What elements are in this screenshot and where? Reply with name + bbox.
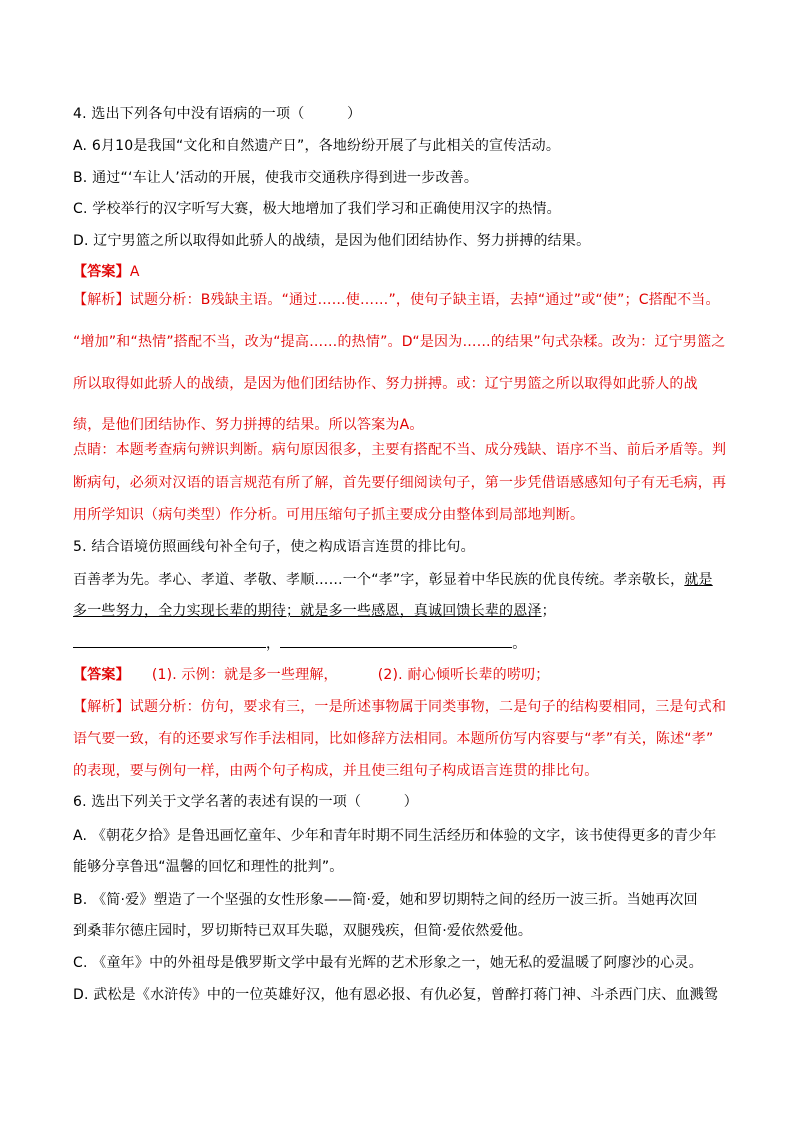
q5-blanks <box>73 633 526 654</box>
q6-line-4: 到桑菲尔德庄园时，罗切斯特已双耳失聪，双腿残疾，但简·爱依然爱他。 <box>73 923 533 939</box>
q6-stem: 6. 选出下列关于文学名著的表述有误的一项（ ） <box>73 794 419 810</box>
passage-underlined: 就是 <box>684 572 713 588</box>
q4-option-c: C. 学校举行的汉字听写大赛，极大地增加了我们学习和正确使用汉字的热情。 <box>73 201 561 217</box>
passage-text: 百善孝为先。孝心、孝道、孝敬、孝顺……一个“孝”字，彰显着中华民族的优良传统。孝亲敬长， <box>73 572 685 588</box>
q6-line-3: B. 《简·爱》塑造了一个坚强的女性形象——简·爱，她和罗切期特之间的经历一波三折。当她再次回 <box>73 892 698 908</box>
q6-line-1: A. 《朝花夕拾》是鲁迅画忆童年、少年和青年时期不同生活经历和体验的文字，该书使得更多的青少年 <box>73 828 717 844</box>
q4-option-d: D. 辽宁男篮之所以取得如此骄人的战绩，是因为他们团结协作、努力拼搏的结果。 <box>73 233 591 249</box>
answer-value: A <box>129 264 140 280</box>
q4-stem: 4. 选出下列各句中没有语病的一项（ ） <box>73 106 362 122</box>
q4-analysis-line-2: “增加”和“热情”搭配不当，改为“提高……的热情”。D“是因为……的结果”句式杂糅。改为：辽宁男篮之 <box>73 334 726 350</box>
q4-analysis-line-1: 【解析】试题分析：B残缺主语。“通过……使……”，使句子缺主语，去掉“通过”或“使”；C搭配不当。 <box>73 292 720 308</box>
q4-option-a: A. 6月10是我国“文化和自然遗产日”，各地纷纷开展了与此相关的宣传活动。 <box>73 138 561 154</box>
answer-item-1: (1). 示例：就是多一些理解， <box>151 667 338 683</box>
passage-underlined: 多一些努力，全力实现长辈的期待；就是多一些感恩，真诚回馈长辈的恩泽 <box>73 603 542 619</box>
q4-tip-line-3: 用所学知识（病句类型）作分析。可用压缩句子抓主要成分由整体到局部地判断。 <box>73 507 585 523</box>
q4-tip-line-2: 断病句，必须对汉语的语言规范有所了解，首先要仔细阅读句子，第一步凭借语感感知句子有无毛病，再 <box>73 475 727 491</box>
blank-1[interactable] <box>73 633 266 648</box>
answer-label: 【答案】 <box>73 264 130 280</box>
q5-analysis-line-2: 语气要一致，有的还要求写作手法相同，比如修辞方法相同。本题所仿写内容要与“孝”有关，陈述“孝” <box>73 731 714 747</box>
q4-analysis-line-3: 所以取得如此骄人的战绩，是因为他们团结协作、努力拼搏。或：辽宁男篮之所以取得如此骄人的战 <box>73 376 698 392</box>
blank-end: 。 <box>512 636 527 652</box>
passage-text: ； <box>541 603 556 619</box>
q5-answer <box>73 665 549 685</box>
q5-analysis-line-1: 【解析】试题分析：仿句，要求有三，一是所述事物属于同类事物，二是句子的结构要相同，三是句式和 <box>73 699 727 715</box>
q4-option-b: B. 通过“‘车让人’活动的开展，使我市交通秩序得到进一步改善。 <box>73 170 479 186</box>
q6-line-2: 能够分享鲁迅“温馨的回忆和理性的批判”。 <box>73 859 344 875</box>
blank-2[interactable] <box>280 633 512 648</box>
answer-item-2: (2). 耐心倾听长辈的唠叨； <box>377 667 550 683</box>
q5-analysis-line-3: 的表现，要与例句一样，由两个句子构成，并且使三组句子构成语言连贯的排比句。 <box>73 763 599 779</box>
q4-answer <box>73 262 140 282</box>
q5-stem: 5. 结合语境仿照画线句补全句子，使之构成语言连贯的排比句。 <box>73 539 475 555</box>
q5-passage-line-2 <box>73 601 556 621</box>
blank-separator: ， <box>266 636 281 652</box>
q4-analysis-line-4: 绩，是他们团结协作、努力拼搏的结果。所以答案为A。 <box>73 417 424 433</box>
answer-label: 【答案】 <box>73 667 130 683</box>
q5-passage-line-1 <box>73 570 713 590</box>
q6-line-5: C. 《童年》中的外祖母是俄罗斯文学中最有光辉的艺术形象之一，她无私的爱温暖了阿廖沙的心灵。 <box>73 955 703 971</box>
q6-line-6: D. 武松是《水浒传》中的一位英雄好汉，他有恩必报、有仇必复，曾醉打蒋门神、斗杀西门庆、血溅鸳 <box>73 987 719 1003</box>
q4-tip-line-1: 点睛：本题考查病句辨识判断。病句原因很多，主要有搭配不当、成分残缺、语序不当、前后矛盾等。判 <box>73 442 727 458</box>
